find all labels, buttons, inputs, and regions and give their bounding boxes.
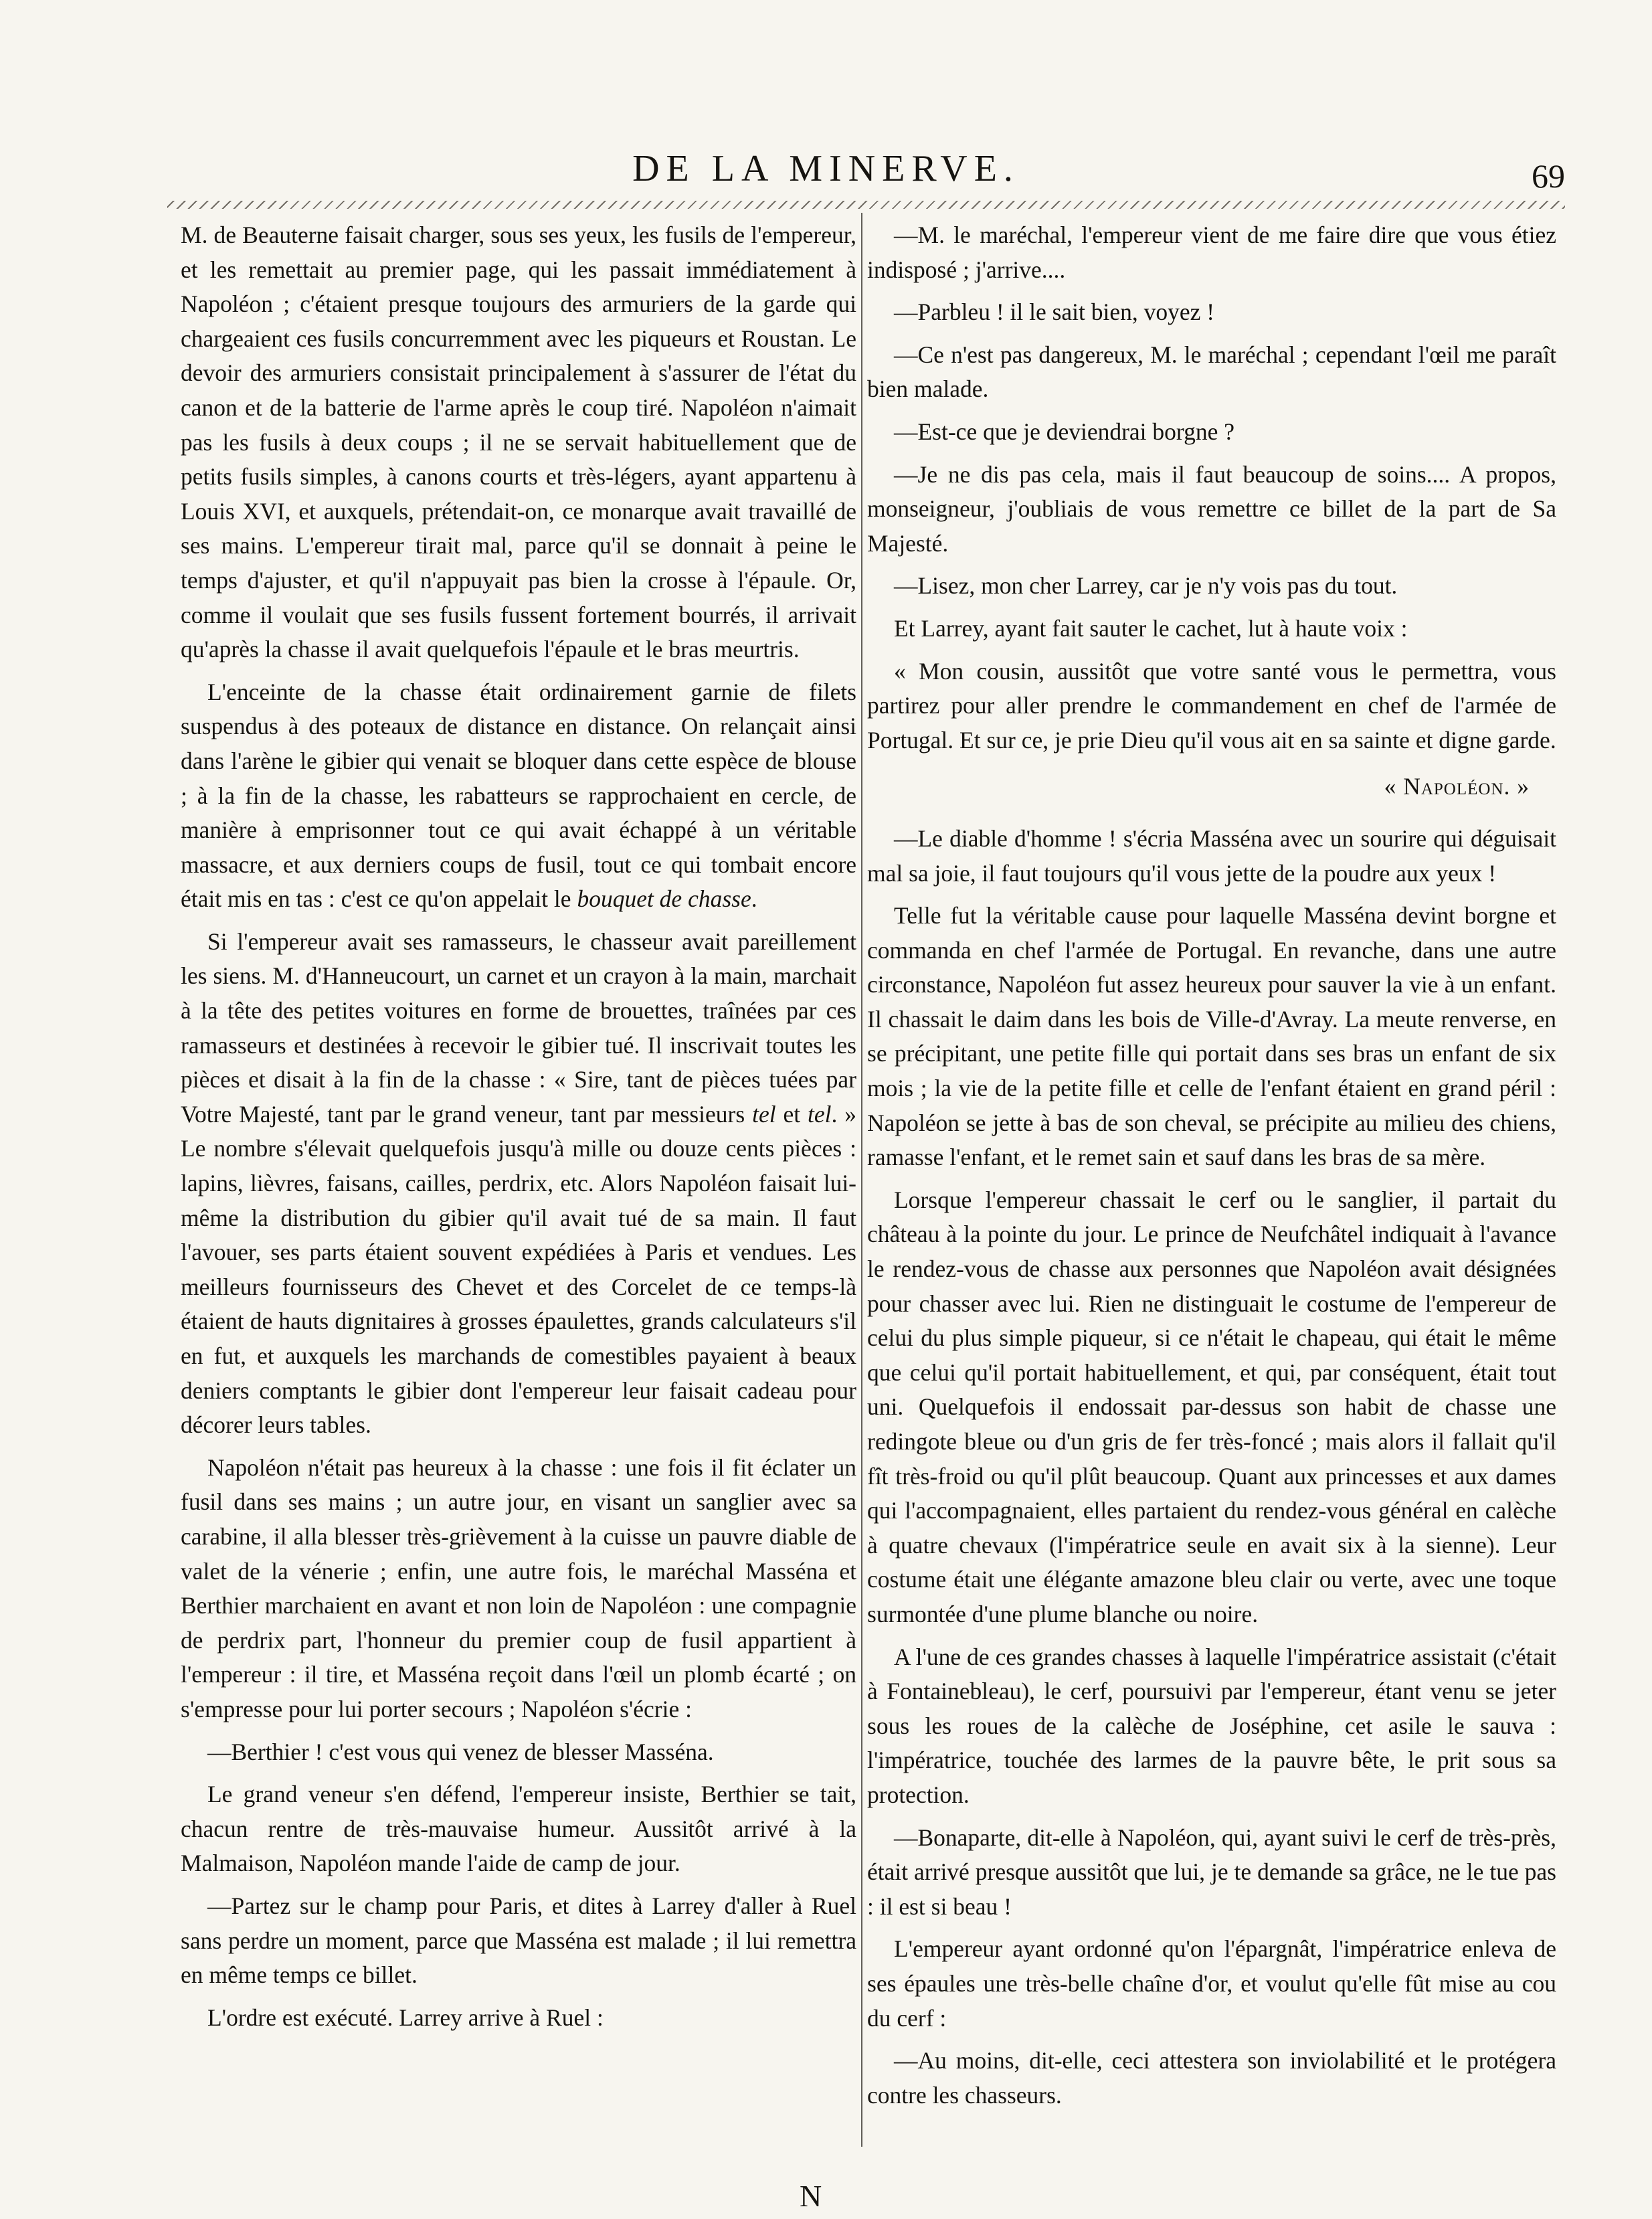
column-divider xyxy=(861,213,862,2147)
page-number: 69 xyxy=(1532,157,1565,195)
dialogue-line: —Je ne dis pas cela, mais il faut beaucoup de soins.... A propos, monseigneur, j'oubliais de vous remettre ce billet de la part de Sa Majesté. xyxy=(867,460,1556,557)
letter-signature: « Napoléon. » xyxy=(1384,773,1530,800)
text-run: et xyxy=(775,1100,808,1128)
left-column xyxy=(181,218,856,2043)
dialogue-line: —Est-ce que je deviendrai borgne ? xyxy=(894,418,1234,445)
header-rule xyxy=(167,201,1565,209)
paragraph: Et Larrey, ayant fait sauter le cachet, lut à haute voix : xyxy=(894,614,1408,642)
italic-text: tel xyxy=(752,1100,776,1128)
paragraph xyxy=(181,675,856,917)
dialogue-line: —Lisez, mon cher Larrey, car je n'y vois pas du tout. xyxy=(894,572,1398,600)
paragraph: L'ordre est exécuté. Larrey arrive à Ruel : xyxy=(207,2004,604,2031)
dialogue-line: —Au moins, dit-elle, ceci attestera son inviolabilité et le protégera contre les chasseurs. xyxy=(867,2047,1556,2109)
dialogue-line: —M. le maréchal, l'empereur vient de me faire dire que vous étiez indisposé ; j'arrive.... xyxy=(867,221,1556,283)
page-header xyxy=(0,134,1652,207)
paragraph: Napoléon n'était pas heureux à la chasse : une fois il fit éclater un fusil dans ses mains ; un autre jour, en visant un sanglier avec sa carabine, il alla blesser très-grièvement à la cuisse un pauvre diable de valet de la vénerie ; enfin, une autre fois, le maréchal Masséna et Berthier marchaient en avant et non loin de Napoléon : une compagnie de perdrix part, l'honneur du premier coup de fusil appartient à l'empereur : il tire, et Masséna reçoit dans l'œil un plomb écarté ; on s'empresse pour lui porter secours ; Napoléon s'écrie : xyxy=(181,1453,856,1722)
paragraph: Lorsque l'empereur chassait le cerf ou le sanglier, il partait du château à la pointe du jour. Le prince de Neufchâtel indiquait à l'avance le rendez-vous de chasse aux personnes que Napoléon avait désignées pour chasser avec lui. Rien ne distinguait le costume de l'empereur de celui du plus simple piqueur, si ce n'était le chapeau, qui était le même que celui qu'il portait habituellement, et qui, par conséquent, était tout uni. Quelquefois il endossait par-dessus son habit de chasse une redingote bleue ou d'un gris de fer très-foncé ; mais alors il fallait qu'il fît très-froid ou qu'il plût beaucoup. Quant aux princesses et aux dames qui l'accompagnaient, elles partaient du rendez-vous général en calèche à quatre chevaux (l'impératrice seule en avait six à la sienne). Leur costume était une élégante amazone bleu clair ou verte, avec une toque surmontée d'une plume blanche ou noire. xyxy=(867,1186,1556,1627)
paragraph: Le grand veneur s'en défend, l'empereur insiste, Berthier se tait, chacun rentre de très-mauvaise humeur. Aussitôt arrivé à la Malmaison, Napoléon mande l'aide de camp de jour. xyxy=(181,1781,856,1877)
signature-mark: N xyxy=(800,2179,822,2213)
right-column xyxy=(867,218,1556,2121)
paragraph: M. de Beauterne faisait charger, sous ses yeux, les fusils de l'empereur, et les remettait au premier page, qui les passait immédiatement à Napoléon ; c'étaient presque toujours des armuriers de la garde qui chargeaient ces fusils concurremment avec les piqueurs et Roustan. Le devoir des armuriers consistait principalement à s'assurer de l'état du canon et de la batterie de l'arme après le coup tiré. Napoléon n'aimait pas les fusils à deux coups ; il ne se servait habituellement que de petits fusils simples, à canons courts et très-légers, ayant appartenu à Louis XVI, et auxquels, prétendait-on, ce monarque avait travaillé de ses mains. L'empereur tirait mal, parce qu'il se donnait à peine le temps d'ajuster, et qu'il n'appuyait pas bien la crosse à l'épaule. Or, comme il voulait que ses fusils fussent fortement bourrés, il arrivait qu'après la chasse il avait quelquefois l'épaule et le bras meurtris. xyxy=(181,221,856,663)
paragraph xyxy=(181,925,856,1443)
text-run: . » Le nombre s'élevait quelquefois jusqu'à mille ou douze cents pièces : lapins, lièvres, faisans, cailles, perdrix, etc. Alors Napoléon faisait lui-même la distribution du gibier qu'il avait tué de sa main. Il faut l'avouer, ses parts étaient souvent expédiées à Paris et vendues. Les meilleurs fournisseurs des Chevet et des Corcelet de ce temps-là étaient de hauts dignitaires à grosses épaulettes, grands calculateurs s'il en fut, et auxquels les marchands de comestibles payaient à beaux deniers comptants le gibier dont l'empereur leur faisait cadeau pour décorer leurs tables. xyxy=(181,1100,857,1439)
text-run: Si l'empereur avait ses ramasseurs, le chasseur avait pareillement les siens. M. d'Hanneucourt, un carnet et un crayon à la main, marchait à la tête des petites voitures en forme de brouettes, traînées par ces ramasseurs et destinées à recevoir le gibier tué. Il inscrivait toutes les pièces et disait à la fin de la chasse : « Sire, tant de pièces tuées par Votre Majesté, tant par le grand veneur, tant par messieurs xyxy=(181,927,856,1128)
running-title: DE LA MINERVE. xyxy=(632,148,1020,189)
dialogue-line: —Le diable d'homme ! s'écria Masséna avec un sourire qui déguisait mal sa joie, il faut toujours qu'il vous jette de la poudre aux yeux ! xyxy=(867,824,1556,887)
dialogue-line: —Partez sur le champ pour Paris, et dites à Larrey d'aller à Ruel sans perdre un moment, parce que Masséna est malade ; il lui remettra en même temps ce billet. xyxy=(181,1892,856,1989)
dialogue-line: —Ce n'est pas dangereux, M. le maréchal ; cependant l'œil me paraît bien malade. xyxy=(867,341,1556,403)
paragraph: Telle fut la véritable cause pour laquelle Masséna devint borgne et commanda en chef l'armée de Portugal. En revanche, dans une autre circonstance, Napoléon fut assez heureux pour sauver la vie à un enfant. Il chassait le daim dans les bois de Ville-d'Avray. La meute renverse, en se précipitant, une petite fille qui portait dans ses bras un enfant de six mois ; la vie de la petite fille et celle de l'enfant étaient en grand péril : Napoléon se jette à bas de son cheval, se précipite au milieu des chiens, ramasse l'enfant, et le remet sain et sauf dans les bras de sa mère. xyxy=(867,902,1556,1171)
dialogue-line: —Parbleu ! il le sait bien, voyez ! xyxy=(894,298,1215,326)
letter-quote: « Mon cousin, aussitôt que votre santé vous le permettra, vous partirez pour aller prendre le commandement en chef de l'armée de Portugal. Et sur ce, je prie Dieu qu'il vous ait en sa sainte et digne garde. xyxy=(867,657,1556,753)
italic-text: tel xyxy=(808,1100,832,1128)
italic-text: bouquet de chasse xyxy=(577,885,751,913)
text-run: L'enceinte de la chasse était ordinairement garnie de filets suspendus à des poteaux de distance en distance. On relançait ainsi dans l'arène le gibier qui venait se bloquer dans cette espèce de blouse ; à la fin de la chasse, les rabatteurs se rapprochaient en cercle, de manière à emprisonner tout ce qui avait échappé à un véritable massacre, et aux derniers coups de fusil, tout ce qui tombait encore était mis en tas : c'est ce qu'on appelait le xyxy=(181,678,856,913)
paragraph: L'empereur ayant ordonné qu'on l'épargnât, l'impératrice enleva de ses épaules une très-belle chaîne d'or, et voulut qu'elle fût mise au cou du cerf : xyxy=(867,1935,1556,2032)
text-run: . xyxy=(751,885,757,913)
dialogue-line: —Bonaparte, dit-elle à Napoléon, qui, ayant suivi le cerf de très-près, était arrivé presque aussitôt que lui, je te demande sa grâce, ne le tue pas : il est si beau ! xyxy=(867,1824,1556,1920)
dialogue-line: —Berthier ! c'est vous qui venez de blesser Masséna. xyxy=(207,1738,714,1765)
paragraph: A l'une de ces grandes chasses à laquelle l'impératrice assistait (c'était à Fontainebleau), le cerf, poursuivi par l'empereur, étant venu se jeter sous les roues de la calèche de Joséphine, cet asile le sauva : l'impératrice, touchée des larmes de la pauvre bête, le prit sous sa protection. xyxy=(867,1643,1556,1808)
